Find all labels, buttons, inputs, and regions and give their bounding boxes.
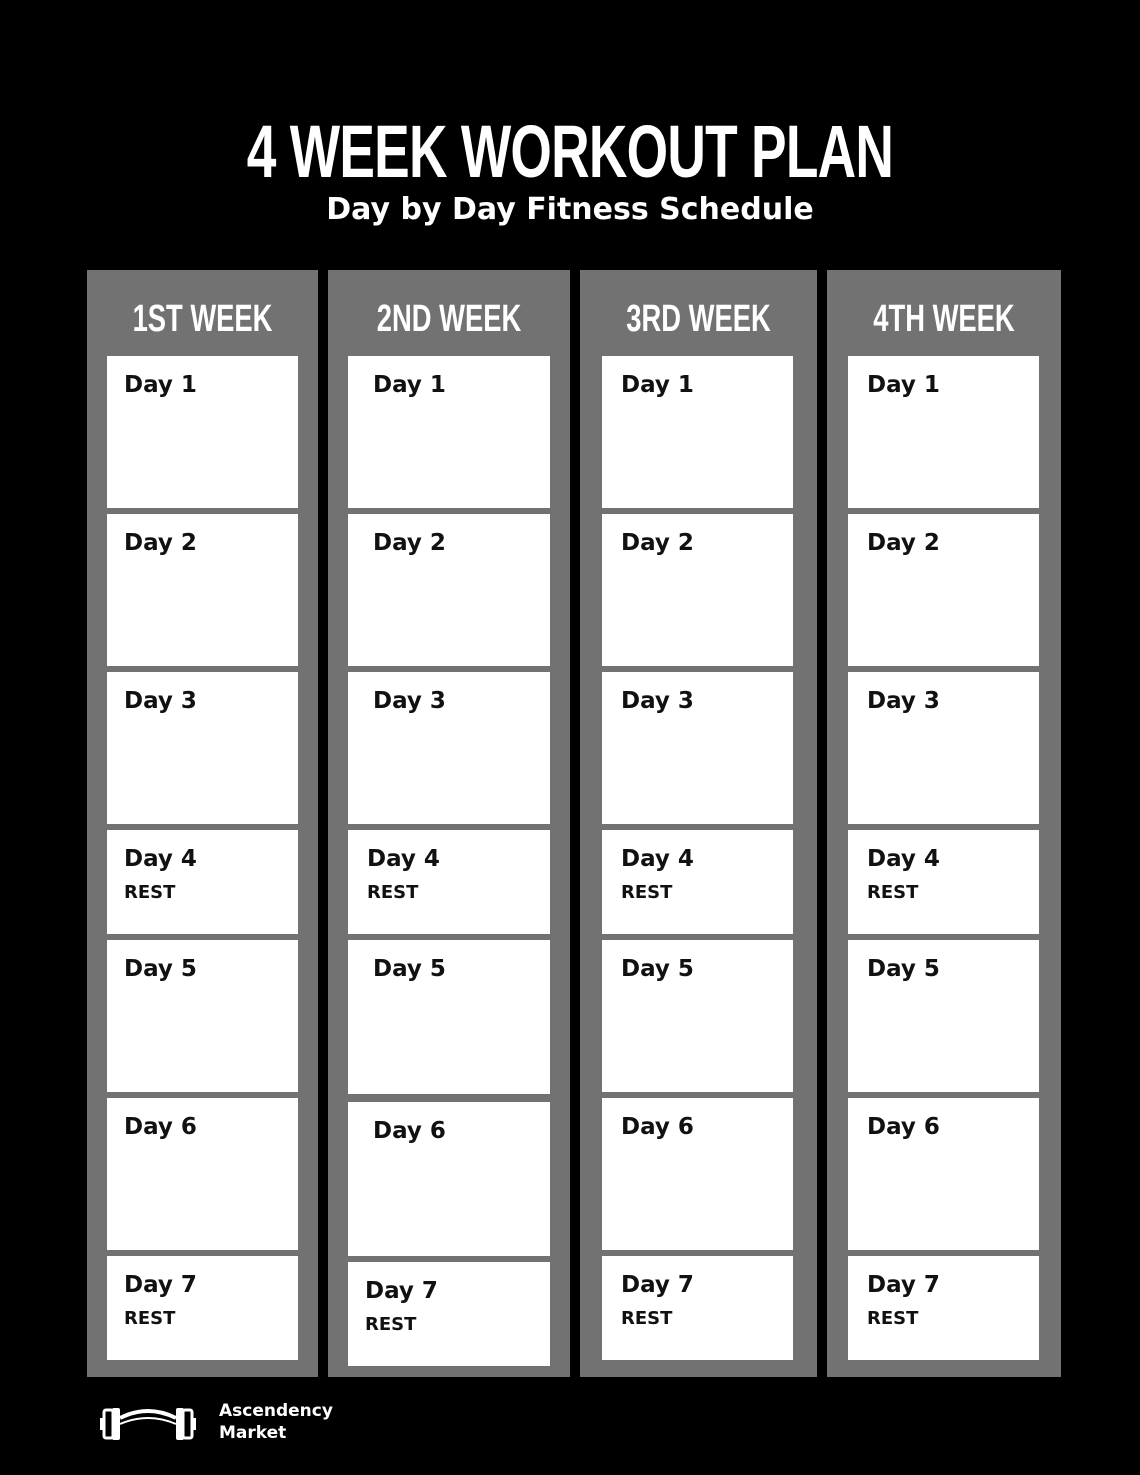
week-column-1 (87, 270, 318, 1377)
day-cell[interactable] (602, 1256, 793, 1360)
day-label: Day 6 (373, 1118, 446, 1144)
day-label: Day 2 (124, 530, 197, 556)
rest-note: REST (367, 882, 419, 903)
rest-note: REST (867, 1308, 919, 1329)
day-cell[interactable] (602, 672, 793, 824)
rest-note: REST (124, 1308, 176, 1329)
day-label: Day 4 (621, 846, 694, 872)
day-label: Day 7 (124, 1272, 197, 1298)
day-label: Day 4 (867, 846, 940, 872)
week-title: 3RD WEEK (626, 298, 771, 340)
week-title: 1ST WEEK (132, 298, 273, 340)
day-cell[interactable] (107, 1256, 298, 1360)
day-label: Day 6 (621, 1114, 694, 1140)
page-subtitle: Day by Day Fitness Schedule (326, 192, 814, 227)
week-column-2 (328, 270, 570, 1377)
day-label: Day 5 (621, 956, 694, 982)
day-cell[interactable] (848, 940, 1039, 1092)
rest-note: REST (867, 882, 919, 903)
week-column-4 (827, 270, 1061, 1377)
day-cell[interactable] (348, 356, 550, 508)
day-label: Day 5 (867, 956, 940, 982)
day-label: Day 1 (373, 372, 446, 398)
rest-note: REST (124, 882, 176, 903)
rest-note: REST (621, 1308, 673, 1329)
brand-name (219, 1400, 333, 1444)
day-cell[interactable] (602, 514, 793, 666)
day-cell[interactable] (107, 940, 298, 1092)
day-label: Day 3 (124, 688, 197, 714)
day-label: Day 1 (867, 372, 940, 398)
day-cell[interactable] (848, 1098, 1039, 1250)
day-cell[interactable] (602, 356, 793, 508)
day-cell[interactable] (348, 830, 550, 934)
day-cell[interactable] (848, 672, 1039, 824)
day-label: Day 2 (867, 530, 940, 556)
day-label: Day 2 (373, 530, 446, 556)
week-title: 4TH WEEK (873, 298, 1015, 340)
day-label: Day 7 (621, 1272, 694, 1298)
day-label: Day 2 (621, 530, 694, 556)
day-cell[interactable] (107, 830, 298, 934)
day-label: Day 5 (124, 956, 197, 982)
brand-line-2: Market (219, 1423, 287, 1443)
week-column-3 (580, 270, 817, 1377)
day-label: Day 1 (621, 372, 694, 398)
week-title: 2ND WEEK (376, 298, 522, 340)
rest-note: REST (365, 1314, 417, 1335)
day-label: Day 4 (367, 846, 440, 872)
day-label: Day 5 (373, 956, 446, 982)
day-label: Day 6 (124, 1114, 197, 1140)
day-cell[interactable] (107, 1098, 298, 1250)
day-label: Day 3 (373, 688, 446, 714)
day-cell[interactable] (848, 830, 1039, 934)
day-label: Day 7 (867, 1272, 940, 1298)
day-cell[interactable] (107, 672, 298, 824)
brand-line-1: Ascendency (219, 1401, 333, 1421)
day-label: Day 3 (621, 688, 694, 714)
barbell-icon (98, 1400, 198, 1448)
page-title: 4 WEEK WORKOUT PLAN (246, 110, 894, 193)
day-cell[interactable] (602, 1098, 793, 1250)
day-cell[interactable] (348, 1262, 550, 1366)
day-label: Day 7 (365, 1278, 438, 1304)
day-label: Day 3 (867, 688, 940, 714)
day-cell[interactable] (602, 940, 793, 1092)
day-cell[interactable] (107, 356, 298, 508)
rest-note: REST (621, 882, 673, 903)
day-cell[interactable] (348, 940, 550, 1094)
day-cell[interactable] (848, 514, 1039, 666)
day-cell[interactable] (602, 830, 793, 934)
day-label: Day 4 (124, 846, 197, 872)
day-label: Day 1 (124, 372, 197, 398)
day-cell[interactable] (348, 672, 550, 824)
day-cell[interactable] (848, 1256, 1039, 1360)
day-label: Day 6 (867, 1114, 940, 1140)
day-cell[interactable] (348, 514, 550, 666)
day-cell[interactable] (848, 356, 1039, 508)
day-cell[interactable] (348, 1102, 550, 1256)
day-cell[interactable] (107, 514, 298, 666)
